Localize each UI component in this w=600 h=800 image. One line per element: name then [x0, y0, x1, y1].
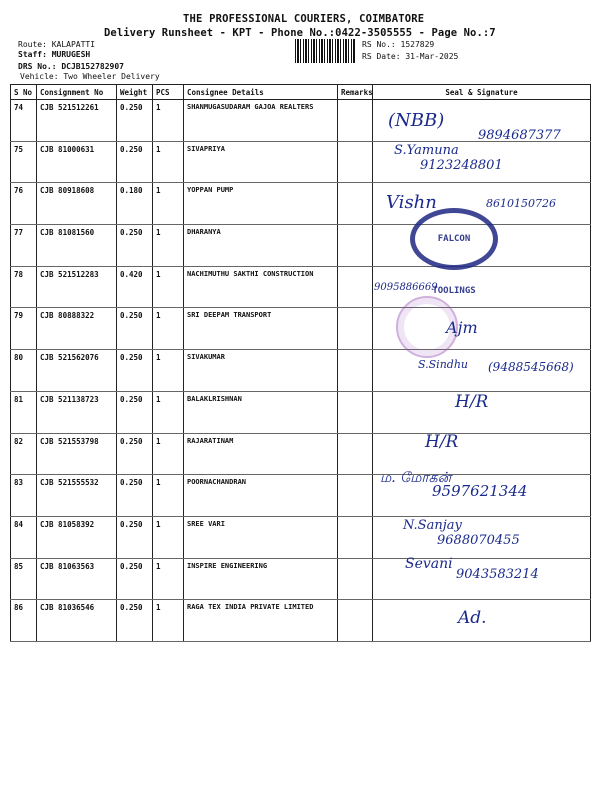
cell-pcs: 1	[153, 475, 184, 517]
cell-sno: 84	[11, 516, 37, 558]
cell-remarks	[338, 308, 373, 350]
cell-sno: 85	[11, 558, 37, 600]
staff-label: Staff: MURUGESH	[18, 50, 91, 59]
col-header-pcs: PCS	[153, 85, 184, 100]
cell-pcs: 1	[153, 308, 184, 350]
cell-sno: 83	[11, 475, 37, 517]
cell-pcs: 1	[153, 100, 184, 142]
rs-date: RS Date: 31-Mar-2025	[362, 52, 459, 61]
signature-85: Sevani	[405, 556, 453, 572]
cell-remarks	[338, 183, 373, 225]
vehicle-label: Vehicle: Two Wheeler Delivery	[20, 72, 160, 81]
table-row	[11, 225, 591, 267]
col-header-consignment: Consignment No	[37, 85, 117, 100]
table-row	[11, 141, 591, 183]
cell-consignee: RAJARATINAM	[184, 433, 338, 475]
table-row	[11, 391, 591, 433]
cell-remarks	[338, 225, 373, 267]
cell-consignee: DHARANYA	[184, 225, 338, 267]
table-header-row	[11, 85, 591, 100]
rs-number: RS No.: 1527829	[362, 40, 435, 49]
document-subtitle: Delivery Runsheet - KPT - Phone No.:0422-3505555 - Page No.:7	[104, 27, 496, 39]
cell-pcs: 1	[153, 433, 184, 475]
signature-86: Ad.	[458, 608, 487, 628]
cell-consignee: INSPIRE ENGINEERING	[184, 558, 338, 600]
cell-weight: 0.250	[117, 308, 153, 350]
signature-84: N.Sanjay	[403, 518, 462, 533]
cell-weight: 0.250	[117, 391, 153, 433]
signature-74: (NBB)	[388, 110, 445, 131]
cell-remarks	[338, 100, 373, 142]
cell-consignee: SRI DEEPAM TRANSPORT	[184, 308, 338, 350]
handwritten-phone-80: (9488545668)	[488, 360, 574, 374]
cell-weight: 0.420	[117, 266, 153, 308]
cell-pcs: 1	[153, 183, 184, 225]
cell-sno: 79	[11, 308, 37, 350]
cell-consignee: POORNACHANDRAN	[184, 475, 338, 517]
cell-weight: 0.250	[117, 433, 153, 475]
cell-consignee: SREE VARI	[184, 516, 338, 558]
cell-consignment: CJB 81058392	[37, 516, 117, 558]
cell-consignee: SIVAKUMAR	[184, 350, 338, 392]
cell-remarks	[338, 600, 373, 642]
cell-pcs: 1	[153, 516, 184, 558]
handwritten-phone-78: 9095886669	[374, 282, 438, 293]
cell-pcs: 1	[153, 600, 184, 642]
col-header-sno: S No	[11, 85, 37, 100]
cell-sno: 75	[11, 141, 37, 183]
cell-sno: 82	[11, 433, 37, 475]
cell-weight: 0.250	[117, 475, 153, 517]
cell-sno: 77	[11, 225, 37, 267]
cell-remarks	[338, 350, 373, 392]
cell-weight: 0.250	[117, 558, 153, 600]
handwritten-phone-84: 9688070455	[437, 533, 520, 548]
cell-consignment: CJB 521555532	[37, 475, 117, 517]
cell-remarks	[338, 141, 373, 183]
cell-remarks	[338, 266, 373, 308]
cell-remarks	[338, 558, 373, 600]
cell-consignment: CJB 81000631	[37, 141, 117, 183]
handwritten-phone-85: 9043583214	[456, 567, 539, 582]
handwritten-mark-82: H/R	[425, 432, 459, 452]
table-row	[11, 433, 591, 475]
signature-75: S.Yamuna	[394, 143, 459, 158]
handwritten-phone-75: 9123248801	[420, 158, 503, 173]
signature-76: Vishn	[386, 192, 437, 213]
cell-remarks	[338, 433, 373, 475]
handwritten-phone-76: 8610150726	[486, 197, 556, 210]
drs-number: DRS No.: DCJB152782907	[18, 62, 124, 71]
cell-pcs: 1	[153, 225, 184, 267]
cell-consignment: CJB 521512283	[37, 266, 117, 308]
handwritten-phone-74: 9894687377	[478, 128, 561, 143]
cell-remarks	[338, 516, 373, 558]
cell-pcs: 1	[153, 141, 184, 183]
col-header-consignee: Consignee Details	[184, 85, 338, 100]
cell-consignment: CJB 80918608	[37, 183, 117, 225]
document-title: THE PROFESSIONAL COURIERS, COIMBATORE	[183, 13, 425, 25]
cell-sno: 74	[11, 100, 37, 142]
cell-weight: 0.250	[117, 225, 153, 267]
cell-weight: 0.250	[117, 100, 153, 142]
barcode	[295, 39, 355, 63]
cell-consignment: CJB 81036546	[37, 600, 117, 642]
cell-consignment: CJB 81081560	[37, 225, 117, 267]
cell-consignment: CJB 521553798	[37, 433, 117, 475]
cell-weight: 0.180	[117, 183, 153, 225]
cell-remarks	[338, 391, 373, 433]
cell-weight: 0.250	[117, 350, 153, 392]
cell-pcs: 1	[153, 558, 184, 600]
cell-remarks	[338, 475, 373, 517]
cell-consignment: CJB 80888322	[37, 308, 117, 350]
cell-consignee: RAGA TEX INDIA PRIVATE LIMITED	[184, 600, 338, 642]
cell-consignment: CJB 521512261	[37, 100, 117, 142]
cell-weight: 0.250	[117, 516, 153, 558]
cell-pcs: 1	[153, 391, 184, 433]
signature-83: ம. மோகன்	[380, 470, 452, 486]
signature-80: S.Sindhu	[418, 358, 468, 371]
cell-pcs: 1	[153, 266, 184, 308]
cell-consignment: CJB 81063563	[37, 558, 117, 600]
table-row	[11, 266, 591, 308]
cell-sno: 81	[11, 391, 37, 433]
table-row	[11, 600, 591, 642]
cell-consignee: BALAKLRISHNAN	[184, 391, 338, 433]
col-header-remarks: Remarks	[338, 85, 373, 100]
cell-signature	[373, 433, 591, 475]
cell-consignee: NACHIMUTHU SAKTHI CONSTRUCTION	[184, 266, 338, 308]
signature-79: Ajm	[446, 318, 478, 337]
table-row	[11, 308, 591, 350]
cell-consignment: CJB 521562076	[37, 350, 117, 392]
cell-sno: 86	[11, 600, 37, 642]
company-seal-stamp: FALCON TOOLINGS	[410, 208, 498, 270]
col-header-weight: Weight	[117, 85, 153, 100]
cell-consignment: CJB 521138723	[37, 391, 117, 433]
handwritten-mark-81: H/R	[455, 392, 489, 412]
cell-sno: 76	[11, 183, 37, 225]
cell-sno: 80	[11, 350, 37, 392]
cell-consignee: SIVAPRIYA	[184, 141, 338, 183]
cell-consignee: SHANMUGASUDARAM GAJOA REALTERS	[184, 100, 338, 142]
col-header-signature: Seal & Signature	[373, 85, 591, 100]
cell-weight: 0.250	[117, 600, 153, 642]
route-label: Route: KALAPATTI	[18, 40, 96, 49]
cell-sno: 78	[11, 266, 37, 308]
cell-weight: 0.250	[117, 141, 153, 183]
cell-consignee: YOPPAN PUMP	[184, 183, 338, 225]
cell-pcs: 1	[153, 350, 184, 392]
handwritten-phone-83: 9597621344	[432, 482, 528, 500]
